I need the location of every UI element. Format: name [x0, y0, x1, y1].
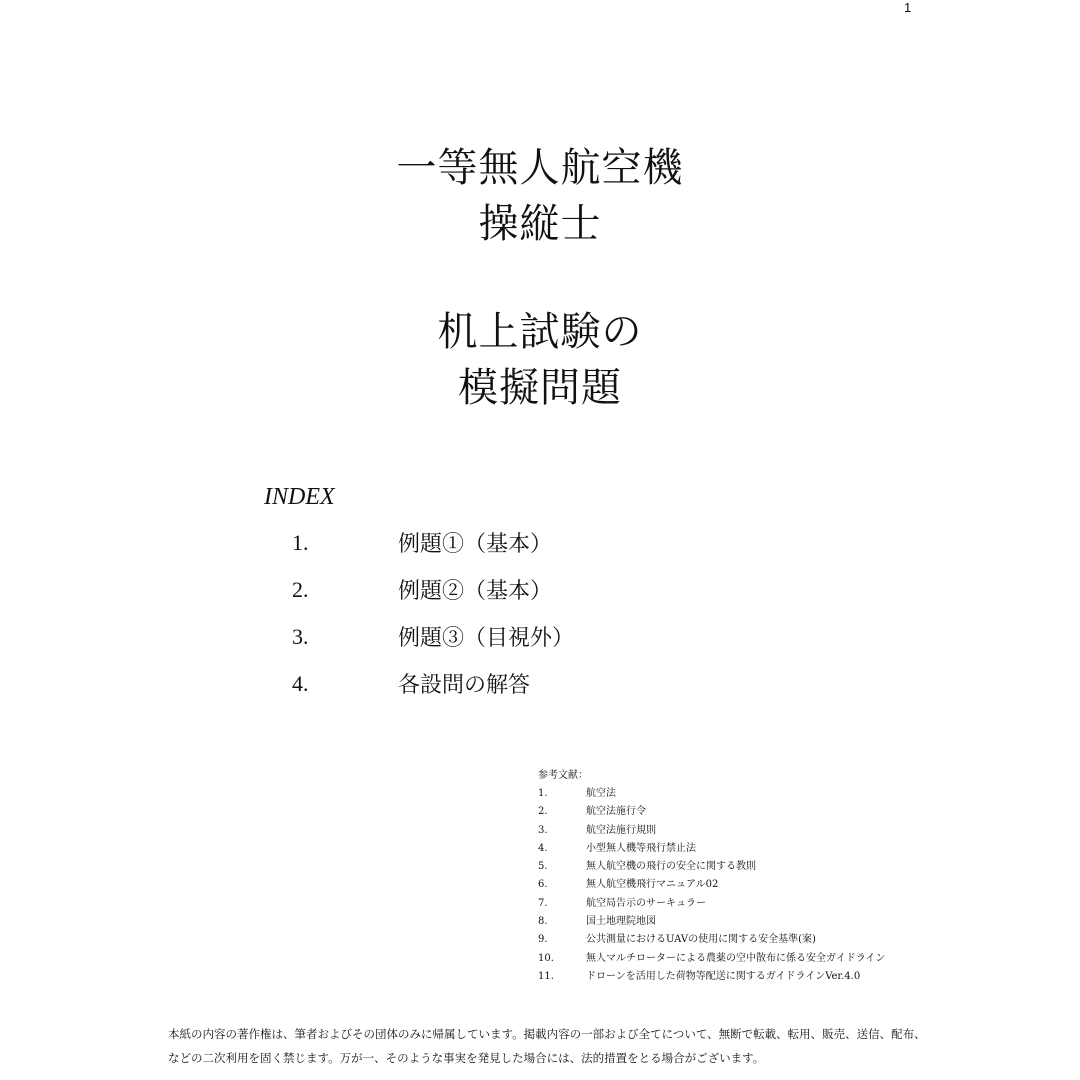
index-item-number: 2.	[292, 576, 309, 602]
index-item	[264, 566, 574, 613]
reference-label: 航空法施行令	[586, 806, 646, 818]
index-heading: INDEX	[264, 484, 335, 510]
references-heading: 参考文献：	[538, 770, 588, 781]
reference-label: 公共測量におけるUAVの使用に関する安全基準(案)	[586, 934, 816, 946]
reference-number: 9.	[538, 934, 548, 946]
reference-item	[538, 876, 885, 894]
index-item-number: 4.	[292, 670, 309, 696]
index-item-label: 例題②（基本）	[398, 579, 553, 604]
index-item-label: 例題③（目視外）	[398, 626, 575, 651]
reference-item	[538, 858, 885, 876]
reference-number: 6.	[538, 879, 548, 891]
reference-number: 3.	[538, 824, 548, 836]
reference-item	[538, 895, 885, 913]
reference-item	[538, 803, 885, 821]
copyright-notice	[168, 1022, 1068, 1070]
reference-number: 5.	[538, 861, 548, 873]
reference-number: 4.	[538, 842, 548, 854]
reference-item	[538, 785, 885, 803]
index-item	[264, 660, 574, 707]
reference-label: 無人マルチローターによる農薬の空中散布に係る安全ガイドライン	[586, 952, 886, 964]
reference-item	[538, 968, 885, 986]
index-item	[264, 519, 574, 566]
index-item	[264, 613, 574, 660]
copyright-line-2: などの二次利用を固く禁じます。万が一、そのような事実を発見した場合には、法的措置をとる場合がございます。	[168, 1051, 765, 1065]
index-item-number: 3.	[292, 623, 309, 649]
reference-item	[538, 913, 885, 931]
title-line-3: 机上試験の	[437, 309, 643, 355]
reference-number: 2.	[538, 806, 548, 818]
index-item-label: 各設問の解答	[398, 673, 531, 698]
reference-label: 無人航空機飛行マニュアル02	[586, 879, 719, 891]
reference-item	[538, 931, 885, 949]
references-section	[538, 766, 885, 986]
reference-number: 1.	[538, 788, 548, 799]
reference-item	[538, 840, 885, 858]
reference-label: 無人航空機の飛行の安全に関する教則	[586, 861, 756, 873]
reference-number: 7.	[538, 897, 548, 909]
title-line-2: 操縦士	[478, 201, 602, 247]
index-item-label: 例題①（基本）	[398, 532, 553, 557]
reference-number: 8.	[538, 916, 548, 928]
reference-label: 国土地理院地図	[586, 916, 656, 928]
reference-label: 小型無人機等飛行禁止法	[586, 842, 696, 854]
document-title	[0, 140, 1080, 416]
reference-label: ドローンを活用した荷物等配送に関するガイドラインVer.4.0	[586, 970, 861, 982]
reference-label: 航空局告示のサーキュラー	[586, 897, 706, 909]
reference-number: 10.	[538, 952, 554, 964]
reference-number: 11.	[538, 970, 554, 982]
page-number: 1	[904, 0, 912, 15]
index-item-number: 1.	[292, 529, 309, 555]
title-line-1: 一等無人航空機	[396, 145, 684, 191]
reference-item	[538, 950, 885, 968]
reference-item	[538, 822, 885, 840]
copyright-line-1: 本紙の内容の著作権は、筆者およびその団体のみに帰属しています。掲載内容の一部および全てについて、無断で転載、転用、販売、送信、配布、	[168, 1027, 926, 1041]
reference-label: 航空法施行規則	[586, 824, 656, 836]
title-line-4: 模擬問題	[458, 365, 622, 411]
reference-label: 航空法	[586, 788, 616, 799]
index-section	[264, 484, 574, 707]
